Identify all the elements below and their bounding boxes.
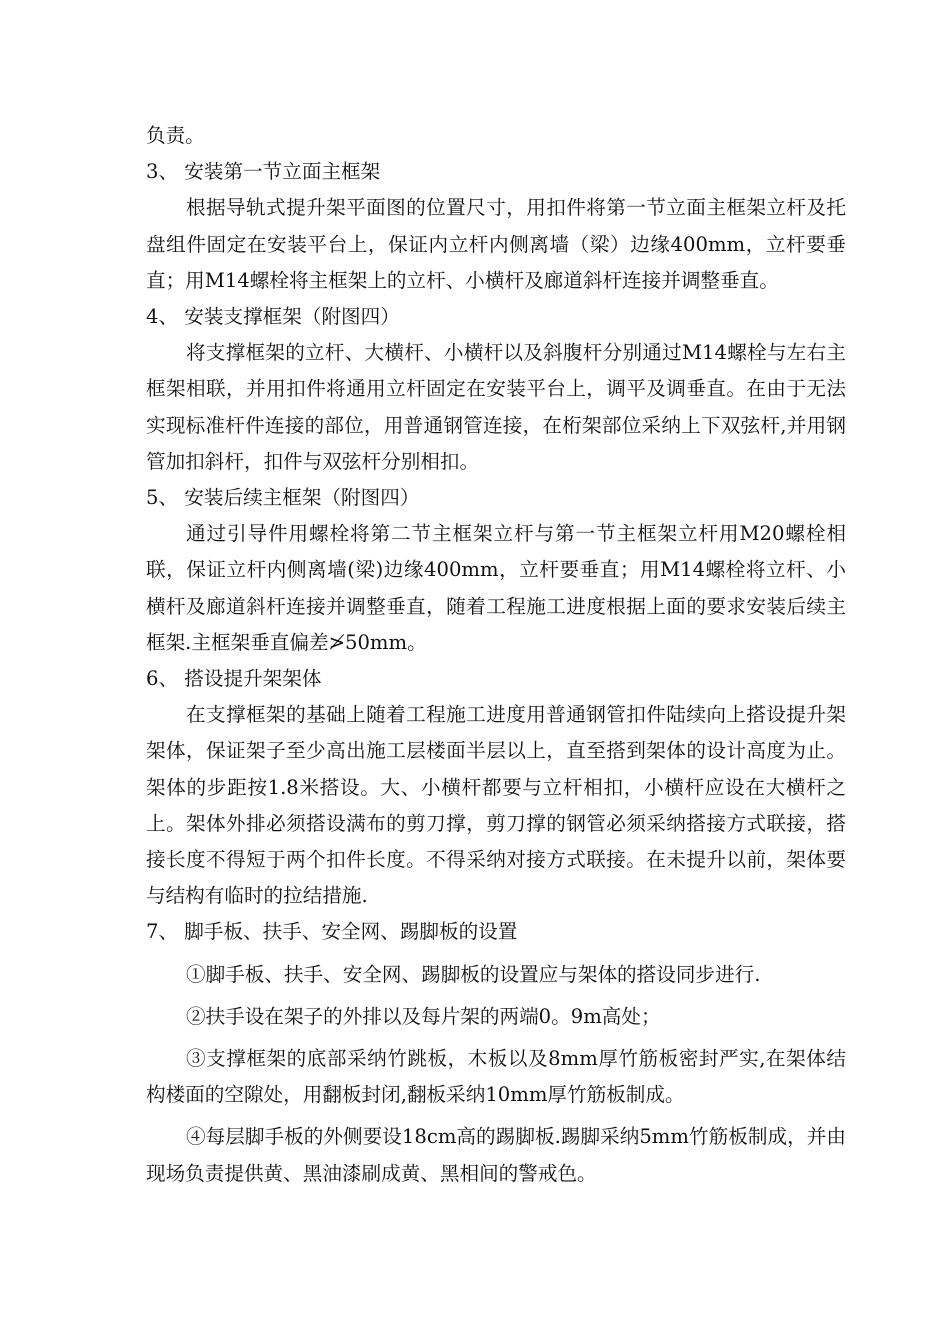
section-heading-5: 5、 安装后续主框架（附图四） <box>146 486 420 510</box>
paragraph-item-4: ④每层脚手板的外侧要设18cm高的踢脚板.踢脚采纳5mm竹筋板制成，并由现场负责提供黄、黑油漆刷成黄、黑相间的警戒色。 <box>146 1125 846 1185</box>
paragraph-install-main-frame: 根据导轨式提升架平面图的位置尺寸，用扣件将第一节立面主框架立杆及托盘组件固定在安装平台上，保证内立杆内侧离墙（梁）边缘400mm，立杆要垂直；用M14螺栓将主框架上的立杆、小横杆及廊道斜杆连接并调整垂直。 <box>146 196 846 292</box>
section-heading-6: 6、 搭设提升架架体 <box>146 667 322 691</box>
paragraph-item-3: ③支撑框架的底部采纳竹跳板，木板以及8mm厚竹筋板密封严实,在架体结构楼面的空隙处，用翻板封闭,翻板采纳10mm厚竹筋板制成。 <box>146 1047 846 1107</box>
section-heading-4: 4、 安装支撑框架（附图四） <box>146 305 400 329</box>
document-body <box>146 118 846 1192</box>
paragraph-erect-frame-body: 在支撑框架的基础上随着工程施工进度用普通钢管扣件陆续向上搭设提升架架体，保证架子至少高出施工层楼面半层以上，直至搭到架体的设计高度为止。架体的步距按1.8米搭设。大、小横杆都要与立杆相扣，小横杆应设在大横杆之上。架体外排必须搭设满布的剪刀撑，剪刀撑的钢管必须采纳搭接方式联接，搭接长度不得短于两个扣件长度。不得采纳对接方式联接。在未提升以前，架体要与结构有临时的拉结措施. <box>146 703 846 908</box>
paragraph-continuation: 负责。 <box>146 124 205 147</box>
paragraph-item-2: ②扶手设在架子的外排以及每片架的两端0。9m高处； <box>186 1004 661 1028</box>
paragraph-item-1: ①脚手板、扶手、安全网、踢脚板的设置应与架体的搭设同步进行. <box>186 962 761 986</box>
paragraph-install-subsequent-frame: 通过引导件用螺栓将第二节主框架立杆与第一节主框架立杆用M20螺栓相联，保证立杆内侧离墙(梁)边缘400mm，立杆要垂直；用M14螺栓将立杆、小横杆及廊道斜杆连接并调整垂直，随着工程施工进度根据上面的要求安装后续主框架.主框架垂直偏差≯50mm。 <box>146 522 846 654</box>
paragraph-install-support-frame: 将支撑框架的立杆、大横杆、小横杆以及斜腹杆分别通过M14螺栓与左右主框架相联，并用扣件将通用立杆固定在安装平台上，调平及调垂直。在由于无法实现标准杆件连接的部位，用普通钢管连接，在桁架部位采纳上下双弦杆,并用钢管加扣斜杆，扣件与双弦杆分别相扣。 <box>146 341 846 473</box>
section-heading-7: 7、 脚手板、扶手、安全网、踢脚板的设置 <box>146 920 518 944</box>
section-heading-3: 3、 安装第一节立面主框架 <box>146 160 381 184</box>
